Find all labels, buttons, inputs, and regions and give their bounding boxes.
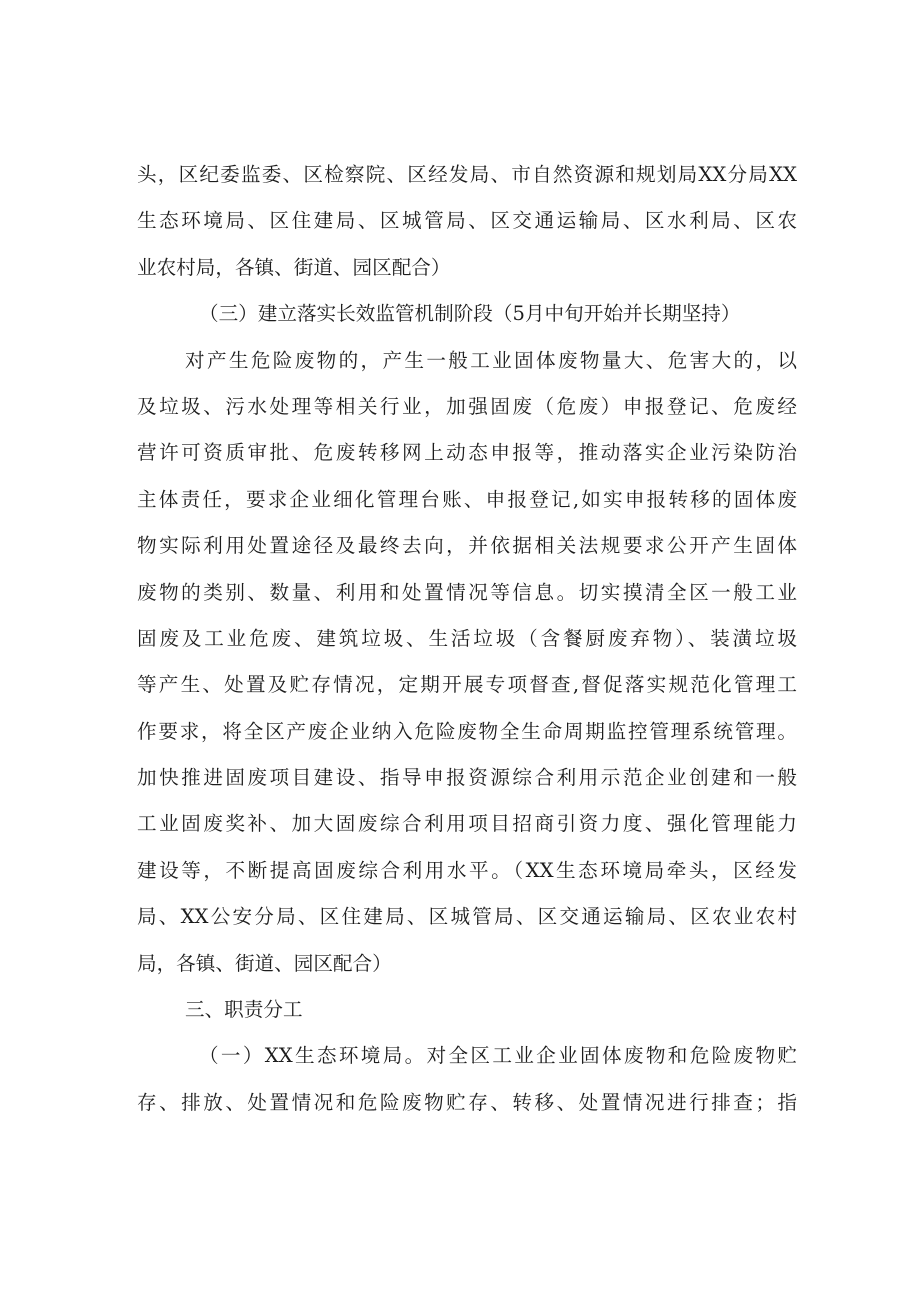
text-line: 头，区纪委监委、区检察院、区经发局、市自然资源和规划局XX分局XX: [137, 163, 797, 186]
text-line: 作要求，将全区产废企业纳入危险废物全生命周期监控管理系统管理。: [137, 719, 797, 743]
text-line: 加快推进固废项目建设、指导申报资源综合利用示范企业创建和一般: [137, 766, 797, 790]
chapter-heading-responsibilities: [137, 987, 797, 1033]
text-line: 建设等，不断提高固废综合利用水平。（XX生态环境局牵头，区经发: [137, 858, 797, 882]
text-line: 等产生、处置及贮存情况，定期开展专项督查,督促落实规范化管理工: [137, 673, 797, 697]
paragraph-long-term-supervision: [137, 338, 797, 987]
text-line: 生态环境局、区住建局、区城管局、区交通运输局、区水利局、区农: [137, 209, 797, 233]
text-line: 物实际利用处置途径及最终去向，并依据相关法规要求公开产生固体: [137, 534, 797, 558]
text-line: 业农村局，各镇、街道、园区配合）: [137, 255, 451, 279]
text-line: 固废及工业危废、建筑垃圾、生活垃圾（含餐厨废弃物）、装潢垃圾: [137, 626, 797, 650]
section-heading-3: [137, 291, 797, 337]
text-line: 局，各镇、街道、园区配合）: [137, 951, 392, 975]
text-line: 工业固废奖补、加大固废综合利用项目招商引资力度、强化管理能力: [137, 812, 797, 836]
text-line: 主体责任，要求企业细化管理台账、申报登记,如实申报转移的固体废: [137, 487, 797, 511]
text-line: （一）XX生态环境局。对全区工业企业固体废物和危险废物贮: [199, 1044, 797, 1068]
text-line: 对产生危险废物的，产生一般工业固体废物量大、危害大的，以: [185, 348, 797, 372]
heading-line: 三、职责分工: [185, 998, 303, 1022]
text-line: 存、排放、处置情况和危险废物贮存、转移、处置情况进行排查；指: [137, 1090, 797, 1114]
heading-line: （三）建立落实长效监管机制阶段（5月中旬开始并长期坚持）: [199, 302, 741, 326]
document-body: [137, 152, 797, 1126]
text-line: 废物的类别、数量、利用和处置情况等信息。切实摸清全区一般工业: [137, 580, 797, 604]
text-line: 营许可资质审批、危废转移网上动态申报等，推动落实企业污染防治: [137, 441, 797, 465]
text-line: 及垃圾、污水处理等相关行业，加强固废（危废）申报登记、危废经: [137, 394, 797, 418]
paragraph-continuation: [137, 152, 797, 291]
paragraph-ecology-bureau: [137, 1033, 797, 1126]
text-line: 局、XX公安分局、区住建局、区城管局、区交通运输局、区农业农村: [137, 905, 797, 929]
